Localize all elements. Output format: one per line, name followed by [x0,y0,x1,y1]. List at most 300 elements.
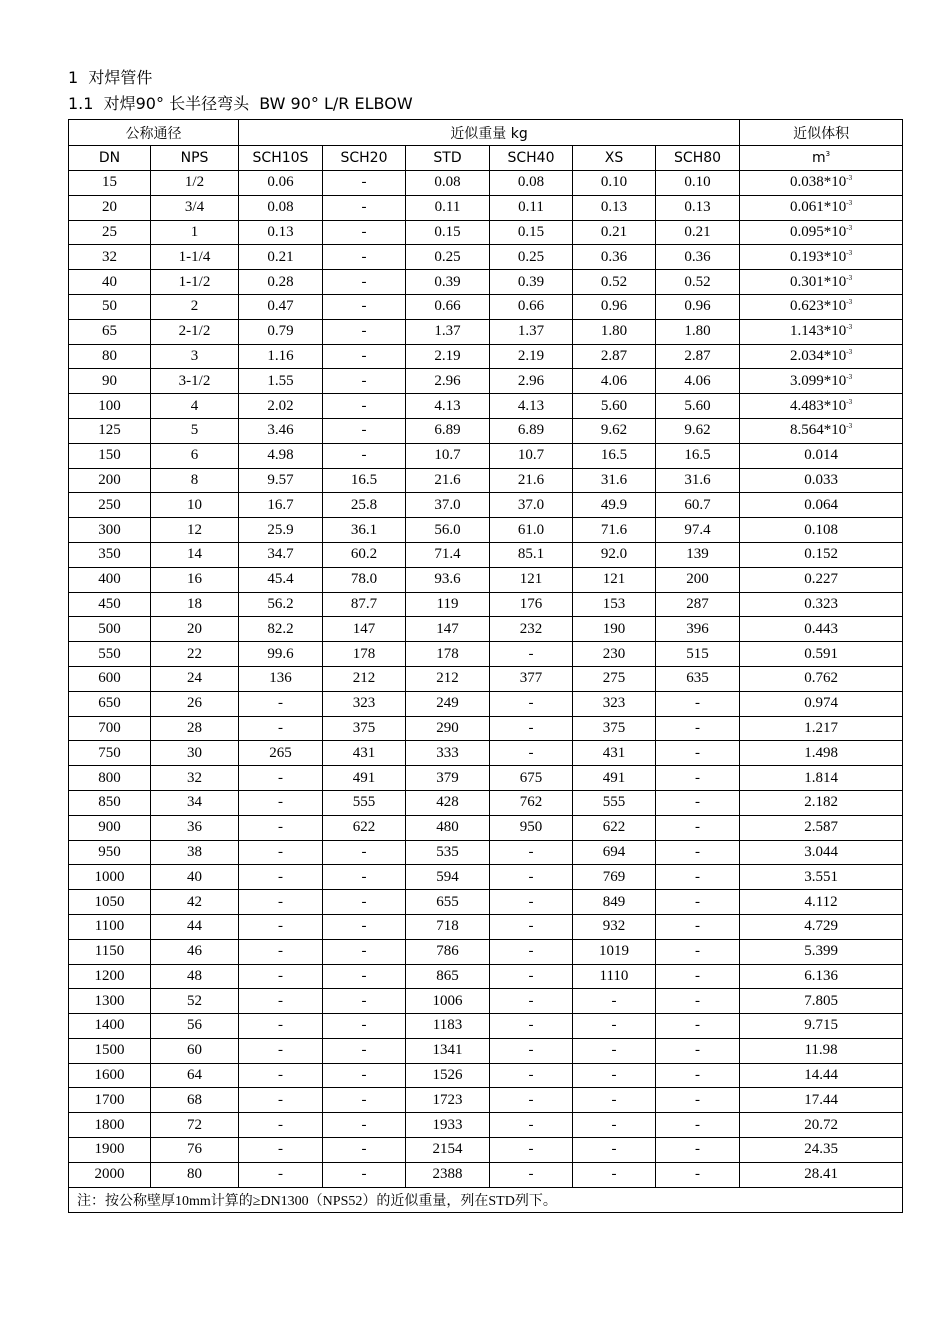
table-cell: 71.6 [573,518,656,543]
table-cell: 20 [151,617,239,642]
table-cell: 16.5 [656,443,740,468]
table-row [69,1113,903,1138]
table-cell: 99.6 [239,642,323,667]
table-cell: - [490,964,573,989]
exponent: -3 [846,223,853,232]
table-cell: 82.2 [239,617,323,642]
table-cell: 555 [323,790,406,815]
table-row [69,790,903,815]
table-cell: 849 [573,890,656,915]
table-cell: 718 [406,914,490,939]
table-cell: 1200 [69,964,151,989]
table-cell: 480 [406,815,490,840]
table-cell: 45.4 [239,567,323,592]
table-cell: - [323,195,406,220]
table-cell: 2-1/2 [151,319,239,344]
table-row [69,865,903,890]
table-row [69,1014,903,1039]
table-cell: 2.19 [406,344,490,369]
table-cell: 21.6 [406,468,490,493]
table-cell: 200 [656,567,740,592]
table-row [69,468,903,493]
col-std: STD [406,146,490,171]
table-cell: 1400 [69,1014,151,1039]
table-cell: 68 [151,1088,239,1113]
col-sch10s: SCH10S [239,146,323,171]
table-cell: - [323,394,406,419]
table-cell: 0.974 [740,691,903,716]
table-row [69,840,903,865]
table-cell: 550 [69,642,151,667]
table-cell: 0.96 [573,294,656,319]
table-cell: - [239,914,323,939]
table-cell: 1006 [406,989,490,1014]
table-cell: 147 [323,617,406,642]
table-cell: 396 [656,617,740,642]
table-cell: 1933 [406,1113,490,1138]
table-cell: - [656,1113,740,1138]
table-cell: 1.814 [740,766,903,791]
table-cell: - [323,840,406,865]
table-cell: 1526 [406,1063,490,1088]
table-cell: 52 [151,989,239,1014]
table-cell: 26 [151,691,239,716]
table-cell: - [239,1138,323,1163]
header-approx-weight: 近似重量 kg [239,120,740,146]
table-cell: $2.034*10^{-3}$ [740,344,903,369]
table-cell: 2000 [69,1162,151,1187]
table-cell: 60 [151,1038,239,1063]
table-cell: 32 [151,766,239,791]
table-cell: 333 [406,741,490,766]
table-cell: 2154 [406,1138,490,1163]
table-cell: 769 [573,865,656,890]
table-row [69,1063,903,1088]
table-row [69,964,903,989]
table-cell: 24.35 [740,1138,903,1163]
table-cell: 3.044 [740,840,903,865]
table-cell: 6.89 [490,418,573,443]
elbow-weight-table [68,119,903,1213]
table-cell: 16.5 [573,443,656,468]
table-cell: 535 [406,840,490,865]
table-cell: 40 [69,270,151,295]
table-row [69,394,903,419]
table-cell: 178 [406,642,490,667]
table-cell: 85.1 [490,542,573,567]
table-cell: 1341 [406,1038,490,1063]
table-cell: - [490,1162,573,1187]
table-cell: - [323,1063,406,1088]
table-cell: 37.0 [490,493,573,518]
table-cell: 450 [69,592,151,617]
table-cell: 491 [573,766,656,791]
table-cell: 2.96 [490,369,573,394]
table-cell: - [656,716,740,741]
table-row [69,567,903,592]
table-cell: 9.57 [239,468,323,493]
table-cell: 265 [239,741,323,766]
table-cell: 0.08 [490,171,573,196]
table-cell: 1300 [69,989,151,1014]
table-row [69,369,903,394]
table-cell: 6 [151,443,239,468]
exponent: -3 [846,397,853,406]
table-cell: 5 [151,418,239,443]
table-row [69,642,903,667]
table-cell: 90 [69,369,151,394]
table-cell: 4.13 [490,394,573,419]
table-cell: - [656,1162,740,1187]
table-cell: 4 [151,394,239,419]
table-cell: 119 [406,592,490,617]
table-cell: $3.099*10^{-3}$ [740,369,903,394]
table-cell: 0.79 [239,319,323,344]
table-cell: 11.98 [740,1038,903,1063]
table-cell: 20 [69,195,151,220]
table-cell: 350 [69,542,151,567]
table-cell: - [239,790,323,815]
table-cell: 0.28 [239,270,323,295]
table-cell: - [656,989,740,1014]
table-cell: 38 [151,840,239,865]
table-cell: 71.4 [406,542,490,567]
table-row [69,1038,903,1063]
table-cell: 78.0 [323,567,406,592]
table-cell: - [490,1063,573,1088]
table-cell: - [323,1038,406,1063]
table-cell: - [323,369,406,394]
table-cell: 500 [69,617,151,642]
table-row [69,344,903,369]
table-cell: 150 [69,443,151,468]
table-cell: - [323,914,406,939]
table-cell: 4.06 [573,369,656,394]
table-cell: 5.399 [740,939,903,964]
table-cell: 2.19 [490,344,573,369]
table-cell: - [573,1138,656,1163]
table-cell: 4.06 [656,369,740,394]
table-cell: 275 [573,666,656,691]
table-cell: 0.39 [406,270,490,295]
table-cell: - [490,840,573,865]
table-cell: 24 [151,666,239,691]
table-cell: 32 [69,245,151,270]
table-cell: - [239,766,323,791]
table-cell: 1.498 [740,741,903,766]
table-cell: 80 [69,344,151,369]
table-cell: - [490,1088,573,1113]
table-cell: 865 [406,964,490,989]
table-cell: - [323,1014,406,1039]
table-cell: 555 [573,790,656,815]
table-cell: 900 [69,815,151,840]
table-cell: 80 [151,1162,239,1187]
exponent: -3 [846,174,853,183]
table-cell: 850 [69,790,151,815]
table-cell: - [239,1162,323,1187]
table-cell: - [490,741,573,766]
table-cell: 1000 [69,865,151,890]
table-cell: $4.483*10^{-3}$ [740,394,903,419]
exponent: -3 [846,347,853,356]
table-row [69,939,903,964]
table-cell: - [239,890,323,915]
table-cell: - [323,1088,406,1113]
table-cell: - [656,1014,740,1039]
table-cell: - [239,939,323,964]
table-cell: - [323,964,406,989]
table-cell: 25.8 [323,493,406,518]
exponent: -3 [846,298,853,307]
table-cell: 0.591 [740,642,903,667]
table-cell: 4.112 [740,890,903,915]
table-row [69,766,903,791]
table-cell: 48 [151,964,239,989]
table-cell: - [656,815,740,840]
table-cell: - [239,1088,323,1113]
table-cell: $0.301*10^{-3}$ [740,270,903,295]
col-sch80: SCH80 [656,146,740,171]
table-cell: - [656,865,740,890]
table-cell: - [656,840,740,865]
table-cell: 2.87 [573,344,656,369]
table-cell: 65 [69,319,151,344]
table-cell: $0.095*10^{-3}$ [740,220,903,245]
table-cell: - [573,1162,656,1187]
table-cell: 431 [323,741,406,766]
table-cell: $8.564*10^{-3}$ [740,418,903,443]
table-cell: 0.52 [656,270,740,295]
table-cell: - [490,716,573,741]
table-cell: 2 [151,294,239,319]
table-cell: 5.60 [656,394,740,419]
table-cell: 31.6 [573,468,656,493]
table-cell: 28.41 [740,1162,903,1187]
table-cell: 0.52 [573,270,656,295]
table-cell: - [573,1113,656,1138]
table-cell: - [656,691,740,716]
table-cell: 0.108 [740,518,903,543]
table-cell: 30 [151,741,239,766]
table-cell: 87.7 [323,592,406,617]
table-cell: 0.10 [573,171,656,196]
table-cell: 9.62 [656,418,740,443]
table-cell: - [323,220,406,245]
table-cell: 932 [573,914,656,939]
table-cell: 15 [69,171,151,196]
table-cell: - [490,1138,573,1163]
table-cell: 61.0 [490,518,573,543]
table-cell: 16.5 [323,468,406,493]
table-cell: - [573,1088,656,1113]
table-row [69,319,903,344]
table-cell: 1.55 [239,369,323,394]
table-cell: - [490,989,573,1014]
table-cell: 25.9 [239,518,323,543]
table-cell: 950 [69,840,151,865]
table-cell: - [239,989,323,1014]
table-cell: - [323,344,406,369]
table-row [69,989,903,1014]
table-cell: - [323,418,406,443]
table-cell: 230 [573,642,656,667]
table-cell: 97.4 [656,518,740,543]
table-cell: - [573,1063,656,1088]
table-cell: 2.02 [239,394,323,419]
table-cell: 25 [69,220,151,245]
table-cell: 0.152 [740,542,903,567]
table-cell: - [323,171,406,196]
table-cell: 2.587 [740,815,903,840]
table-row [69,542,903,567]
table-cell: 7.805 [740,989,903,1014]
table-cell: 762 [490,790,573,815]
table-cell: 0.21 [656,220,740,245]
table-cell: 4.13 [406,394,490,419]
table-body [69,171,903,1188]
table-cell: 0.11 [406,195,490,220]
table-cell: 212 [406,666,490,691]
table-cell: - [490,890,573,915]
col-dn: DN [69,146,151,171]
table-cell: - [490,1113,573,1138]
table-cell: 20.72 [740,1113,903,1138]
table-cell: 3.551 [740,865,903,890]
table-cell: 0.762 [740,666,903,691]
table-row [69,741,903,766]
table-cell: 290 [406,716,490,741]
table-row [69,195,903,220]
table-row [69,914,903,939]
table-cell: - [573,1038,656,1063]
table-row [69,716,903,741]
table-cell: - [656,939,740,964]
table-cell: - [323,294,406,319]
table-cell: 1 [151,220,239,245]
table-cell: 1723 [406,1088,490,1113]
exponent: -3 [846,323,853,332]
table-cell: 655 [406,890,490,915]
table-cell: - [656,1063,740,1088]
table-cell: 9.62 [573,418,656,443]
table-cell: 675 [490,766,573,791]
table-cell: 0.96 [656,294,740,319]
table-cell: 323 [323,691,406,716]
table-cell: 1050 [69,890,151,915]
col-nps: NPS [151,146,239,171]
table-row [69,171,903,196]
table-cell: 0.06 [239,171,323,196]
table-row [69,294,903,319]
table-cell: - [573,989,656,1014]
table-cell: 375 [573,716,656,741]
table-cell: 300 [69,518,151,543]
table-row [69,418,903,443]
table-cell: - [573,1014,656,1039]
table-cell: 1183 [406,1014,490,1039]
table-cell: 28 [151,716,239,741]
table-cell: 1.80 [656,319,740,344]
table-cell: 136 [239,666,323,691]
table-cell: 1.37 [490,319,573,344]
exponent: -3 [846,273,853,282]
table-cell: 2.96 [406,369,490,394]
table-cell: 46 [151,939,239,964]
table-cell: - [656,914,740,939]
table-cell: 8 [151,468,239,493]
table-cell: 14.44 [740,1063,903,1088]
table-cell: 950 [490,815,573,840]
table-cell: 600 [69,666,151,691]
exponent: -3 [846,422,853,431]
table-cell: - [656,1088,740,1113]
table-cell: 6.136 [740,964,903,989]
table-cell: 190 [573,617,656,642]
table-cell: 6.89 [406,418,490,443]
table-cell: - [239,964,323,989]
table-cell: 50 [69,294,151,319]
table-cell: 16 [151,567,239,592]
table-cell: 428 [406,790,490,815]
table-cell: - [656,741,740,766]
table-cell: 1.80 [573,319,656,344]
exponent: -3 [846,372,853,381]
table-cell: 0.15 [406,220,490,245]
table-cell: $0.623*10^{-3}$ [740,294,903,319]
table-cell: 16.7 [239,493,323,518]
table-row [69,220,903,245]
exponent: -3 [846,248,853,257]
table-cell: 1150 [69,939,151,964]
table-cell: 42 [151,890,239,915]
table-cell: - [656,1038,740,1063]
table-cell: 18 [151,592,239,617]
table-cell: 139 [656,542,740,567]
table-cell: 212 [323,666,406,691]
table-cell: - [656,766,740,791]
table-cell: - [239,1038,323,1063]
table-cell: 1800 [69,1113,151,1138]
table-cell: 0.227 [740,567,903,592]
table-cell: 4.729 [740,914,903,939]
table-cell: 60.2 [323,542,406,567]
table-cell: 2.87 [656,344,740,369]
table-cell: 694 [573,840,656,865]
table-cell: 1900 [69,1138,151,1163]
table-cell: - [323,245,406,270]
table-cell: 491 [323,766,406,791]
table-cell: - [490,939,573,964]
table-row [69,691,903,716]
table-cell: 10 [151,493,239,518]
table-row [69,617,903,642]
table-cell: 10.7 [490,443,573,468]
table-cell: 1-1/4 [151,245,239,270]
table-cell: 232 [490,617,573,642]
table-cell: - [239,1063,323,1088]
table-cell: 431 [573,741,656,766]
table-row [69,270,903,295]
table-cell: 178 [323,642,406,667]
table-row [69,443,903,468]
table-cell: 1600 [69,1063,151,1088]
table-cell: 3/4 [151,195,239,220]
table-cell: - [323,1162,406,1187]
table-cell: 56 [151,1014,239,1039]
table-row [69,815,903,840]
table-cell: 0.10 [656,171,740,196]
